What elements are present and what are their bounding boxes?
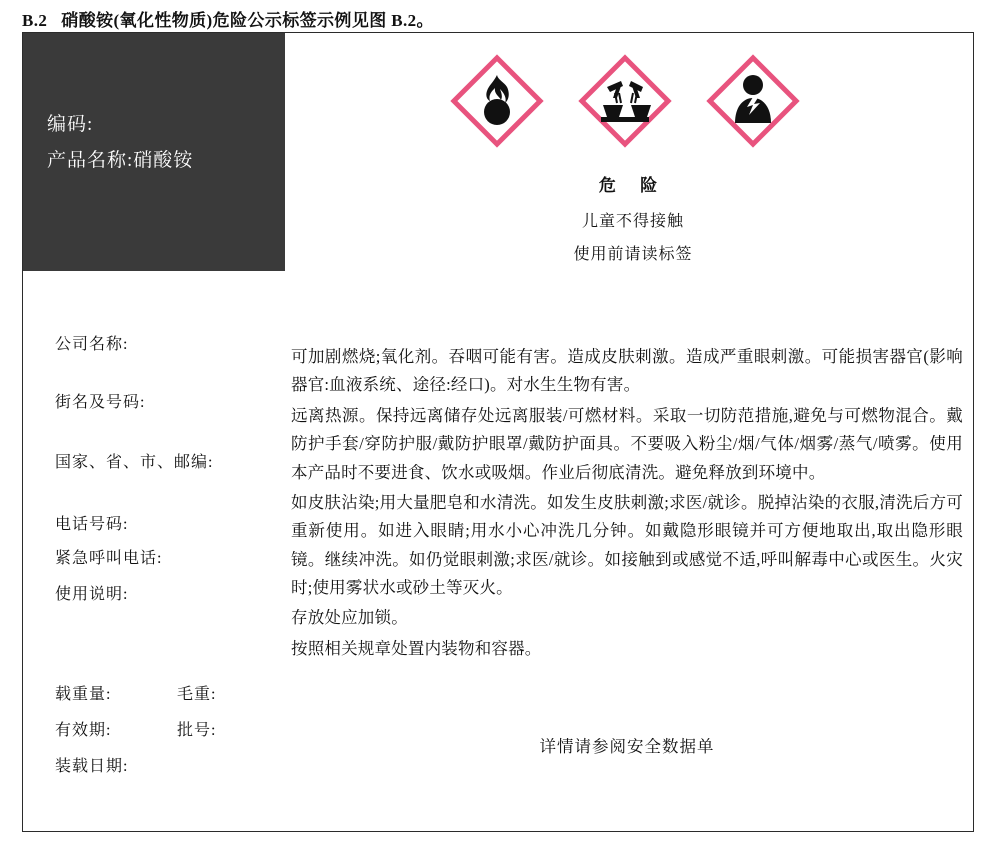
signal-word-block: [443, 171, 823, 274]
product-identity-block: [23, 33, 285, 271]
safety-data-sheet-note: 详情请参阅安全数据单: [539, 737, 715, 756]
flame-over-circle-icon: [449, 53, 545, 149]
figure-caption: [22, 6, 434, 31]
field-company-name: 公司名称:: [55, 336, 129, 353]
field-load-weight: 载重量:: [55, 686, 112, 703]
figure-caption-number: B.2: [22, 11, 48, 30]
product-name-label: 产品名称:硝酸铵: [47, 150, 194, 171]
field-batch-number: 批号:: [177, 722, 217, 739]
field-load-date: 装载日期:: [55, 758, 129, 775]
product-code-label: 编码:: [47, 114, 94, 135]
flame-over-circle-glyph: [449, 53, 545, 149]
figure-caption-text: 硝酸铵(氧化性物质)危险公示标签示例见图 B.2。: [61, 11, 434, 30]
signal-line-read-label: 使用前请读标签: [573, 246, 693, 263]
health-hazard-icon: [705, 53, 801, 149]
disposal-paragraph: 按照相关规章处置内装物和容器。: [291, 638, 542, 658]
corrosion-glyph: [577, 53, 673, 149]
hazard-paragraph: 可加剧燃烧;氧化剂。吞咽可能有害。造成皮肤刺激。造成严重眼刺激。可能损害器官(影响器官:血液系统、途径:经口)。对水生生物有害。: [291, 347, 963, 395]
health-hazard-glyph: [705, 53, 801, 149]
field-gross-weight: 毛重:: [177, 686, 217, 703]
field-region: 国家、省、市、邮编:: [55, 454, 214, 471]
pictogram-row: [443, 51, 823, 161]
field-usage-instructions: 使用说明:: [55, 586, 129, 603]
field-emergency-phone: 紧急呼叫电话:: [55, 550, 163, 567]
precaution-paragraph: 远离热源。保持远离储存处远离服装/可燃材料。采取一切防范措施,避免与可燃物混合。戴防护手套/穿防护服/戴防护眼罩/戴防护面具。不要吸入粉尘/烟/气体/烟雾/蒸气/喷雾。使用本产品时不要进食、饮水或吸烟。作业后彻底清洗。避免释放到环境中。: [291, 405, 963, 482]
corrosion-icon: [577, 53, 673, 149]
field-validity-period: 有效期:: [55, 722, 112, 739]
signal-line-children: 儿童不得接触: [581, 213, 684, 230]
storage-paragraph: 存放处应加锁。: [291, 608, 408, 628]
field-phone-number: 电话号码:: [55, 516, 129, 533]
hazard-label-frame: [22, 32, 974, 832]
signal-word: 危 险: [598, 176, 668, 195]
response-paragraph: 如皮肤沾染;用大量肥皂和水清洗。如发生皮肤刺激;求医/就诊。脱掉沾染的衣服,清洗后方可重新使用。如进入眼睛;用水小心冲洗几分钟。如戴隐形眼镜并可方便地取出,取出隐形眼镜。继续冲洗。如仍觉眼刺激;求医/就诊。如接触到或感觉不适,呼叫解毒中心或医生。火灾时;使用雾状水或砂土等灭火。: [291, 492, 963, 597]
hazard-statements: [291, 343, 963, 665]
field-street-address: 街名及号码:: [55, 394, 146, 411]
